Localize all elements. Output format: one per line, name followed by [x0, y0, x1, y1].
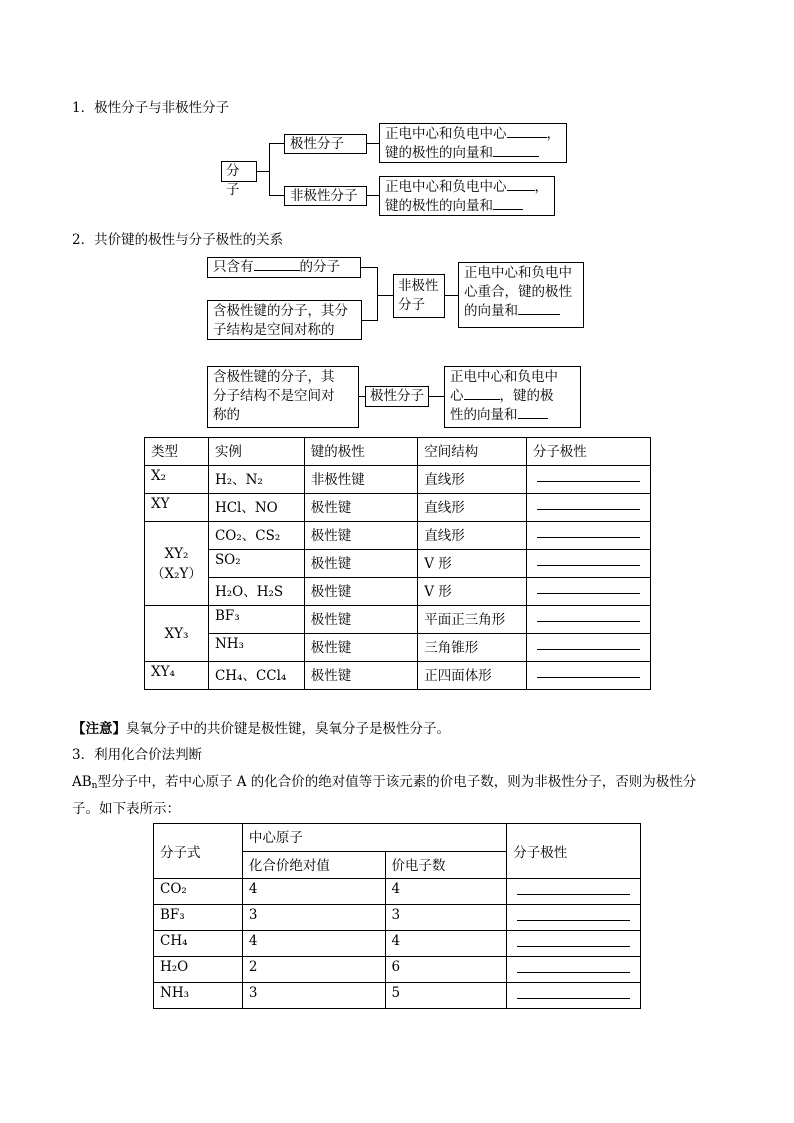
connector	[269, 195, 284, 196]
header-molecule-polarity: 分子极性	[526, 438, 650, 466]
cell-answer[interactable]	[526, 522, 650, 550]
cell-type: XY₄	[145, 662, 209, 690]
answer-blank[interactable]	[537, 620, 640, 622]
para-abn: AB	[72, 774, 92, 790]
connector	[367, 195, 379, 196]
cell-bond: 极性键	[304, 494, 417, 522]
header-shape: 空间结构	[418, 438, 527, 466]
cell-type-group: XY₃	[145, 606, 209, 662]
cell-type: X₂	[145, 466, 209, 494]
answer-blank[interactable]	[537, 564, 640, 566]
cell-electrons: 5	[385, 983, 507, 1009]
polar-desc-line2: 键的极性的向量和	[385, 145, 493, 161]
cell-answer[interactable]	[526, 494, 650, 522]
case-symmetric-box	[207, 300, 362, 340]
table-row	[145, 494, 651, 522]
polar-molecule-box: 极性分子	[284, 134, 367, 154]
nonpolar-result-box	[393, 274, 445, 318]
section2-title: 2．共价键的极性与分子极性的关系	[72, 232, 284, 248]
cell-type: XY	[145, 494, 209, 522]
answer-blank[interactable]	[517, 945, 630, 947]
table-row	[145, 522, 651, 550]
valence-method-table	[153, 823, 641, 1009]
case-asymmetric-box	[207, 366, 359, 428]
para-line1-rest: 型分子中，若中心原子 A 的化合价的绝对值等于该元素的价电子数，则为非极性分子，否则为极性分	[97, 774, 697, 790]
comma: ，	[546, 126, 560, 142]
connector	[367, 143, 379, 144]
answer-blank[interactable]	[518, 302, 560, 315]
cell-electrons: 3	[385, 905, 507, 931]
answer-blank[interactable]	[537, 676, 640, 678]
cell-example: SO₂	[208, 550, 304, 578]
nonpolar-result-desc-box	[458, 262, 584, 328]
cell-bond: 极性键	[304, 578, 417, 606]
table-header-row	[145, 438, 651, 466]
comma: ，	[534, 179, 548, 195]
case-c-line3: 称的	[213, 407, 240, 423]
table-row	[145, 550, 651, 578]
cell-valence: 4	[242, 931, 385, 957]
header-example: 实例	[208, 438, 304, 466]
cell-formula: CH₄	[154, 931, 243, 957]
cell-answer[interactable]	[526, 606, 650, 634]
cell-answer[interactable]	[507, 905, 641, 931]
header-molecule-polarity: 分子极性	[507, 824, 641, 879]
cell-bond: 极性键	[304, 550, 417, 578]
cell-valence: 3	[242, 983, 385, 1009]
note-paragraph	[72, 717, 450, 737]
table-row	[145, 634, 651, 662]
table-row	[145, 662, 651, 690]
cell-shape: 直线形	[418, 522, 527, 550]
case-b-line2: 子结构是空间对称的	[213, 322, 335, 338]
nonpolar-label-line2: 分子	[398, 297, 425, 313]
cell-valence: 2	[242, 957, 385, 983]
answer-blank[interactable]	[464, 387, 500, 400]
answer-blank[interactable]	[517, 893, 630, 895]
cell-example: H₂、N₂	[208, 466, 304, 494]
connector	[361, 267, 378, 268]
connector	[445, 295, 458, 296]
cell-example: NH₃	[208, 634, 304, 662]
connector	[362, 320, 378, 321]
answer-blank[interactable]	[517, 997, 630, 999]
cell-shape: V 形	[418, 550, 527, 578]
cell-valence: 3	[242, 905, 385, 931]
nonpolar-desc-line2: 键的极性的向量和	[385, 198, 493, 214]
connector	[257, 171, 269, 172]
cell-shape: 三角锥形	[418, 634, 527, 662]
table-row	[154, 983, 641, 1009]
cell-shape: V 形	[418, 578, 527, 606]
type-x2y: （X₂Y）	[151, 565, 202, 582]
answer-blank[interactable]	[493, 144, 539, 157]
header-valence-abs: 化合价绝对值	[242, 852, 385, 879]
answer-blank[interactable]	[537, 508, 640, 510]
polar-result-box: 极性分子	[365, 386, 429, 407]
cell-shape: 直线形	[418, 494, 527, 522]
cell-example: BF₃	[208, 606, 304, 634]
cell-example: CH₄、CCl₄	[208, 662, 304, 690]
cell-formula: NH₃	[154, 983, 243, 1009]
answer-blank[interactable]	[537, 536, 640, 538]
table-row	[154, 905, 641, 931]
cell-formula: H₂O	[154, 957, 243, 983]
connector	[377, 295, 393, 296]
cell-shape: 直线形	[418, 466, 527, 494]
table-row	[154, 931, 641, 957]
molecule-root-box: 分子	[221, 161, 257, 182]
cell-formula: CO₂	[154, 879, 243, 905]
answer-blank[interactable]	[537, 480, 640, 482]
cell-valence: 4	[242, 879, 385, 905]
table-row	[145, 578, 651, 606]
polar-desc-line1: 正电中心和负电中心	[385, 126, 507, 142]
header-central-atom: 中心原子	[242, 824, 506, 852]
table-row	[154, 879, 641, 905]
cell-example: H₂O、H₂S	[208, 578, 304, 606]
cell-answer[interactable]	[526, 578, 650, 606]
cell-answer[interactable]	[526, 550, 650, 578]
cell-answer[interactable]	[507, 879, 641, 905]
section3-paragraph-line1	[72, 770, 732, 791]
answer-blank[interactable]	[537, 648, 640, 650]
answer-blank[interactable]	[507, 125, 547, 138]
note-tag: 【注意】	[72, 721, 126, 737]
cell-bond: 极性键	[304, 634, 417, 662]
nonpolar-molecule-box: 非极性分子	[284, 186, 367, 206]
cell-answer[interactable]	[526, 634, 650, 662]
connector	[377, 267, 378, 321]
answer-blank[interactable]	[537, 592, 640, 594]
polar-result-desc-box	[444, 366, 581, 428]
case-c-line2: 分子结构不是空间对	[213, 388, 335, 404]
cell-example: HCl、NO	[208, 494, 304, 522]
cell-example: CO₂、CS₂	[208, 522, 304, 550]
case-c-line1: 含极性键的分子，其	[213, 369, 335, 385]
cell-shape: 正四面体形	[418, 662, 527, 690]
answer-blank[interactable]	[518, 406, 548, 419]
answer-blank[interactable]	[507, 178, 535, 191]
nonpolar-desc-box	[379, 176, 555, 216]
bond-polarity-table	[144, 437, 651, 690]
section3-title: 3．利用化合价法判断	[72, 747, 203, 763]
answer-blank[interactable]	[493, 197, 523, 210]
cell-bond: 极性键	[304, 522, 417, 550]
polar-desc-line1: 正电中心和负电中	[450, 369, 558, 385]
polar-desc-line2-pre: 心	[450, 388, 464, 404]
header-formula: 分子式	[154, 824, 243, 879]
answer-blank[interactable]	[254, 258, 300, 271]
cell-answer[interactable]	[507, 931, 641, 957]
para-sub-n: n	[91, 781, 98, 791]
answer-blank[interactable]	[517, 971, 630, 973]
table-row	[145, 606, 651, 634]
header-type: 类型	[145, 438, 209, 466]
cell-electrons: 4	[385, 879, 507, 905]
nonpolar-desc-line1: 正电中心和负电中心	[385, 179, 507, 195]
polar-desc-line2-post: ，键的极	[499, 388, 554, 404]
table-row	[145, 466, 651, 494]
connector	[269, 143, 284, 144]
connector	[269, 143, 270, 196]
type-xy2: XY₂	[164, 545, 189, 562]
cell-type-group	[145, 522, 209, 606]
nonpolar-desc-line1: 正电中心和负电中	[464, 265, 572, 281]
cell-answer[interactable]	[526, 466, 650, 494]
section1-title: 1．极性分子与非极性分子	[72, 100, 230, 116]
answer-blank[interactable]	[517, 919, 630, 921]
cell-electrons: 4	[385, 931, 507, 957]
case-a-pre: 只含有	[213, 259, 254, 275]
cell-answer[interactable]	[507, 983, 641, 1009]
cell-answer[interactable]	[526, 662, 650, 690]
cell-electrons: 6	[385, 957, 507, 983]
connector	[429, 396, 444, 397]
cell-formula: BF₃	[154, 905, 243, 931]
note-text: 臭氧分子中的共价键是极性键，臭氧分子是极性分子。	[126, 721, 450, 737]
cell-shape: 平面正三角形	[418, 606, 527, 634]
section3-paragraph-line2: 子。如下表所示：	[72, 801, 180, 817]
case-nonpolar-bonds-box	[207, 257, 361, 278]
cell-bond: 极性键	[304, 662, 417, 690]
header-valence-electrons: 价电子数	[385, 852, 507, 879]
table-row	[154, 957, 641, 983]
nonpolar-label-line1: 非极性	[398, 278, 439, 294]
cell-bond: 非极性键	[304, 466, 417, 494]
cell-answer[interactable]	[507, 957, 641, 983]
header-bond-polarity: 键的极性	[304, 438, 417, 466]
polar-desc-box	[379, 123, 567, 163]
nonpolar-desc-line2: 心重合，键的极性	[464, 284, 572, 300]
nonpolar-desc-line3: 的向量和	[464, 303, 518, 319]
polar-desc-line3: 性的向量和	[450, 407, 518, 423]
cell-bond: 极性键	[304, 606, 417, 634]
table-header-row	[154, 824, 641, 852]
case-b-line1: 含极性键的分子，其分	[213, 303, 348, 319]
case-a-post: 的分子	[299, 259, 340, 275]
